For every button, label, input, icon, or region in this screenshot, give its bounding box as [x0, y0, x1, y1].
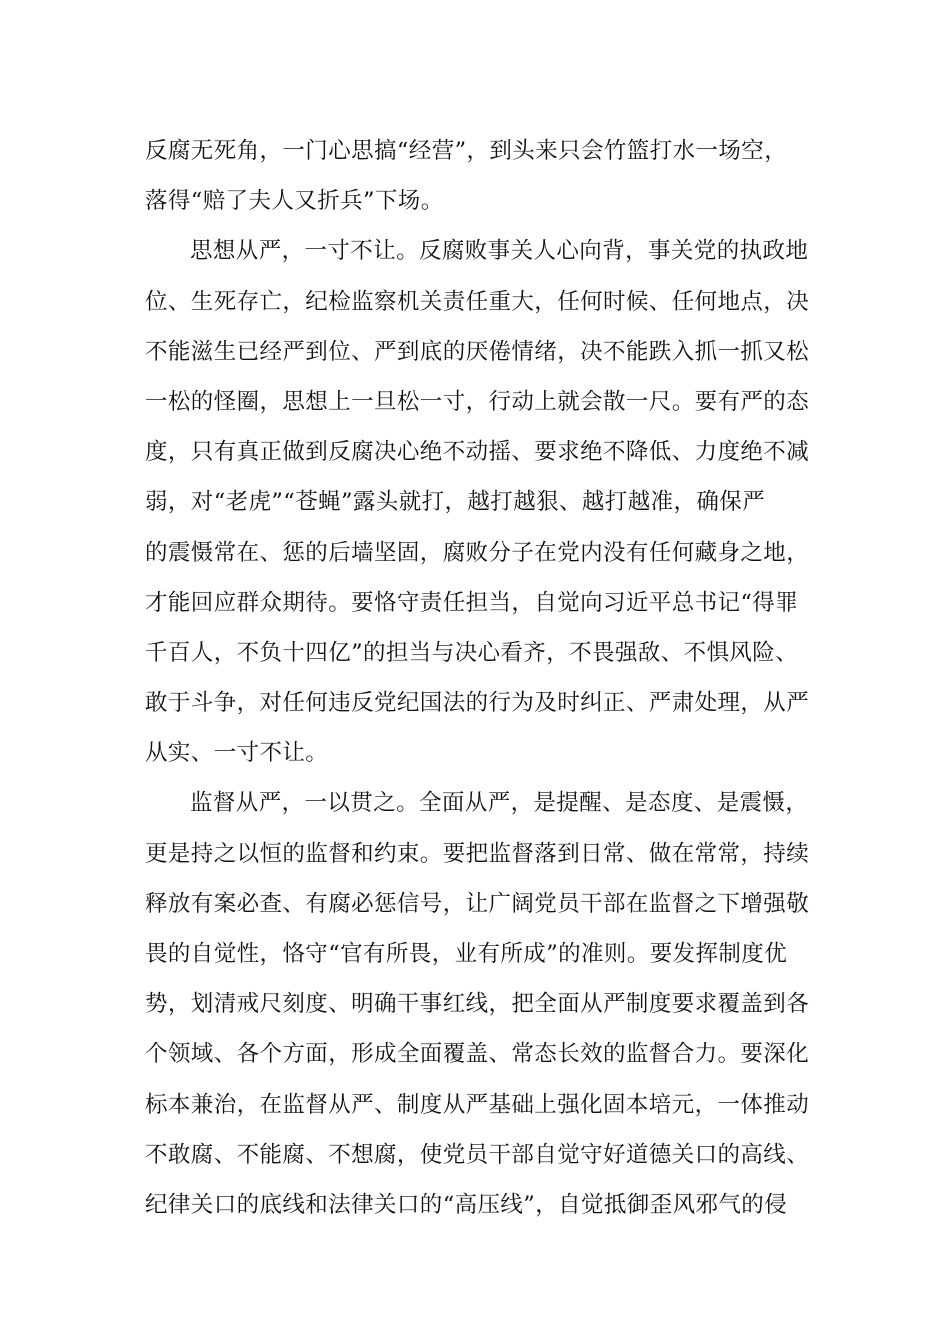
text-line: 不能滋生已经严到位、严到底的厌倦情绪，决不能跌入抓一抓又松: [145, 338, 810, 365]
text-line: 个领域、各个方面，形成全面覆盖、常态长效的监督合力。要深化: [145, 1041, 810, 1068]
text-line: 畏的自觉性，恪守“官有所畏，业有所成”的准则。要发挥制度优: [145, 941, 788, 967]
text-line: 一松的怪圈，思想上一旦松一寸，行动上就会散一尺。要有严的态: [145, 388, 810, 415]
text-line: 不敢腐、不能腐、不想腐，使党员干部自觉守好道德关口的高线、: [145, 1141, 810, 1168]
paragraph-first-line: 思想从严，一寸不让。反腐败事关人心向背，事关党的执政地: [190, 238, 809, 265]
text-line: 落得“赔了夫人又折兵”下场。: [145, 188, 444, 215]
text-line: 标本兼治，在监督从严、制度从严基础上强化固本培元，一体推动: [145, 1091, 810, 1118]
text-line: 势，划清戒尺刻度、明确干事红线，把全面从严制度要求覆盖到各: [145, 991, 810, 1018]
text-line: 千百人，不负十四亿”的担当与决心看齐，不畏强敌、不惧风险、: [145, 639, 799, 666]
text-line: 纪律关口的底线和法律关口的“高压线”，自觉抵御歪风邪气的侵: [145, 1191, 788, 1218]
text-line: 从实、一寸不让。: [145, 740, 329, 767]
text-line: 位、生死存亡，纪检监察机关责任重大，任何时候、任何地点，决: [145, 288, 810, 315]
text-line: 度，只有真正做到反腐决心绝不动摇、要求绝不降低、力度绝不减: [145, 439, 810, 466]
text-line: 敢于斗争，对任何违反党纪国法的行为及时纠正、严肃处理，从严: [145, 690, 810, 717]
body-text: [145, 129, 835, 1233]
text-line: 反腐无死角，一门心思搞“经营”，到头来只会竹篮打水一场空，: [145, 138, 788, 164]
text-line: 释放有案必查、有腐必惩信号，让广阔党员干部在监督之下增强敬: [145, 890, 810, 917]
text-line: 才能回应群众期待。要恪守责任担当，自觉向习近平总书记“得罪: [145, 589, 799, 616]
text-line: 的震慑常在、惩的后墙坚固，腐败分子在党内没有任何藏身之地，: [145, 539, 810, 566]
text-line: 弱，对“老虎”“苍蝇”露头就打，越打越狠、越打越准，确保严: [145, 489, 766, 516]
text-line: 更是持之以恒的监督和约束。要把监督落到日常、做在常常，持续: [145, 840, 810, 867]
paragraph-first-line: 监督从严，一以贯之。全面从严，是提醒、是态度、是震慑，: [190, 790, 809, 817]
